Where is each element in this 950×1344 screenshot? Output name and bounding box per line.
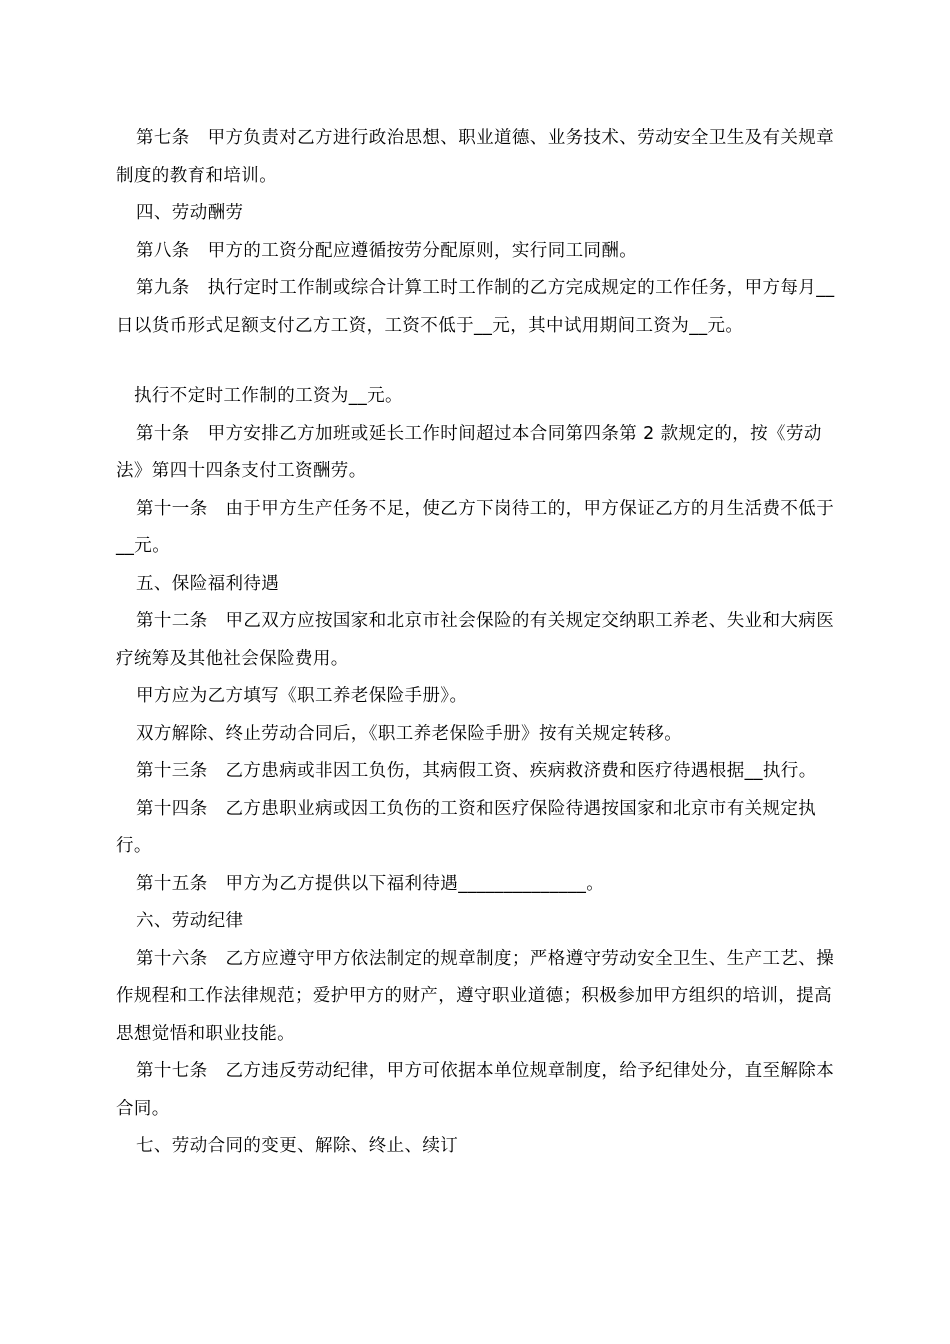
article-16-paragraph: 第十六条 乙方应遵守甲方依法制定的规章制度；严格遵守劳动安全卫生、生产工艺、操作规程和工作法律规范；爱护甲方的财产，遵守职业道德；积极参加甲方组织的培训，提高思想觉悟和职业技能。 xyxy=(116,948,835,1044)
article-9-paragraph: 第九条 执行定时工作制或综合计算工时工作制的乙方完成规定的工作任务，甲方每月__日以货币形式足额支付乙方工资，工资不低于__元，其中试用期间工资为__元。 xyxy=(116,278,835,336)
article-14-paragraph: 第十四条 乙方患职业病或因工负伤的工资和医疗保险待遇按国家和北京市有关规定执行。 xyxy=(116,798,817,856)
section-7-heading: 七、劳动合同的变更、解除、终止、续订 xyxy=(136,1136,459,1156)
non-fixed-hours-wage-paragraph: 执行不定时工作制的工资为__元。 xyxy=(134,386,403,406)
article-15-paragraph: 第十五条 甲方为乙方提供以下福利待遇______________。 xyxy=(136,873,605,894)
article-13-paragraph: 第十三条 乙方患病或非因工负伤，其病假工资、疾病救济费和医疗待遇根据__执行。 xyxy=(136,761,817,781)
section-6-heading: 六、劳动纪律 xyxy=(136,911,244,931)
document-body xyxy=(116,120,838,1166)
article-11-paragraph: 第十一条 由于甲方生产任务不足，使乙方下岗待工的，甲方保证乙方的月生活费不低于__元。 xyxy=(116,498,835,556)
article-7-paragraph: 第七条 甲方负责对乙方进行政治思想、职业道德、业务技术、劳动安全卫生及有关规章制度的教育和培训。 xyxy=(116,128,835,186)
section-4-heading: 四、劳动酬劳 xyxy=(136,203,244,223)
handbook-transfer-paragraph: 双方解除、终止劳动合同后，《职工养老保险手册》按有关规定转移。 xyxy=(136,723,683,744)
article-8-paragraph: 第八条 甲方的工资分配应遵循按劳分配原则，实行同工同酬。 xyxy=(136,240,638,261)
paragraph-gap xyxy=(116,345,838,378)
article-17-paragraph: 第十七条 乙方违反劳动纪律，甲方可依据本单位规章制度，给予纪律处分，直至解除本合同。 xyxy=(116,1061,835,1119)
pension-handbook-paragraph: 甲方应为乙方填写《职工养老保险手册》。 xyxy=(136,686,468,706)
article-10-paragraph: 第十条 甲方安排乙方加班或延长工作时间超过本合同第四条第 2 款规定的，按《劳动法》第四十四条支付工资酬劳。 xyxy=(116,423,822,481)
article-12-paragraph: 第十二条 甲乙双方应按国家和北京市社会保险的有关规定交纳职工养老、失业和大病医疗统筹及其他社会保险费用。 xyxy=(116,611,835,669)
section-5-heading: 五、保险福利待遇 xyxy=(136,573,280,594)
